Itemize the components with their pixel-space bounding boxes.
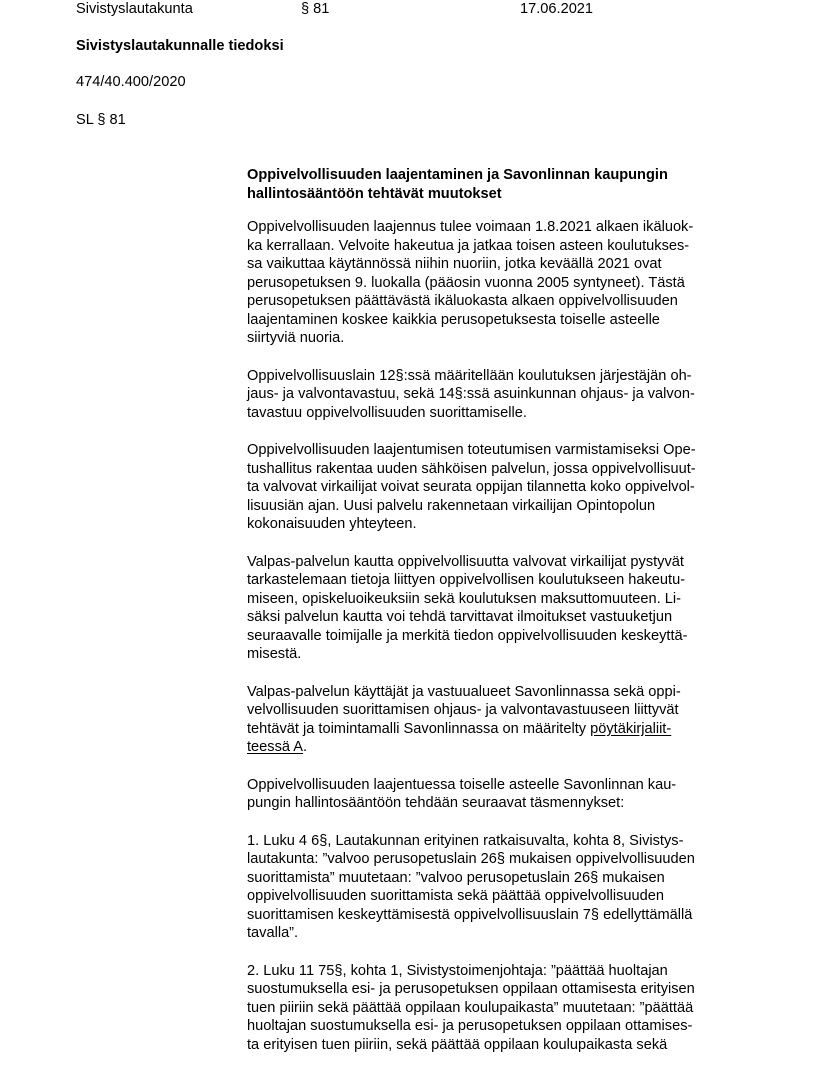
text-line: velvollisuuden suorittamisen ohjaus- ja valvontavastuuseen liittyvät bbox=[247, 702, 679, 718]
amendment-1 bbox=[247, 832, 747, 943]
amendment-2 bbox=[247, 962, 747, 1055]
text-line: perusopetuksen päättävästä ikäluokasta alkaen oppivelvollisuuden bbox=[247, 293, 678, 309]
text-line: miseen, opiskeluoikeuksiin sekä koulutuksen maksuttomuuteen. Li- bbox=[247, 590, 681, 607]
recipient-heading: Sivistyslautakunnalle tiedoksi bbox=[76, 38, 284, 54]
text-line bbox=[247, 720, 747, 739]
text-line bbox=[247, 738, 747, 757]
document-body bbox=[247, 166, 747, 1073]
title-line: hallintosääntöön tehtävät muutokset bbox=[247, 185, 502, 202]
paragraph-3 bbox=[247, 441, 747, 534]
text-line: lautakunta: ”valvoo perusopetuslain 26§ mukaisen oppivelvollisuuden bbox=[247, 851, 695, 867]
text-line: huoltajan suostumuksella esi- ja perusopetuksen oppilaan ottamises- bbox=[247, 1018, 693, 1034]
text-line: ka kerrallaan. Velvoite hakeutua ja jatkaa toisen asteen koulutukses- bbox=[247, 237, 690, 254]
section-reference: SL § 81 bbox=[76, 112, 126, 128]
appendix-a-link-continued[interactable]: teessä A bbox=[247, 739, 303, 755]
text-line: lisuusiän ajan. Uusi palvelu rakennetaan virkailijan Opintopolun bbox=[247, 497, 656, 514]
header-date: 17.06.2021 bbox=[520, 1, 594, 17]
text-line: pungin hallintosääntöön tehdään seuraavat täsmennykset: bbox=[247, 795, 625, 811]
diary-number: 474/40.400/2020 bbox=[76, 74, 186, 90]
text-line: tavalla”. bbox=[247, 925, 299, 941]
appendix-a-link[interactable]: pöytäkirjaliit- bbox=[590, 720, 672, 737]
text-line: säksi palvelun kautta voi tehdä tarvittavat ilmoitukset vastuuketjun bbox=[247, 609, 673, 625]
paragraph-2 bbox=[247, 367, 747, 423]
text-line: Oppivelvollisuuden laajentumisen toteutumisen varmistamiseksi Ope- bbox=[247, 442, 696, 458]
text-line: Valpas-palvelun käyttäjät ja vastuualueet Savonlinnassa sekä oppi- bbox=[247, 683, 681, 700]
document-title bbox=[247, 166, 747, 203]
header-section: § 81 bbox=[301, 1, 330, 17]
title-line: Oppivelvollisuuden laajentaminen ja Savonlinnan kaupungin bbox=[247, 167, 668, 183]
text-line: sa vaikuttaa käytännössä niihin nuoriin, jotka keväällä 2021 ovat bbox=[247, 256, 662, 272]
text-line: Oppivelvollisuuslain 12§:ssä määritellään koulutuksen järjestäjän oh- bbox=[247, 367, 692, 384]
text-line: laajentaminen koskee kaikkia perusopetuksesta toiselle asteelle bbox=[247, 311, 660, 328]
text-fragment: tehtävät ja toimintamalli Savonlinnassa on määritelty bbox=[247, 720, 591, 737]
text-line: ta erityisen tuen piiriin, sekä päättää oppilaan koulupaikasta sekä bbox=[247, 1036, 668, 1053]
text-line: Oppivelvollisuuden laajentuessa toiselle asteelle Savonlinnan kau- bbox=[247, 776, 677, 793]
text-line: ta valvovat virkailijat voivat seurata oppijan tilannetta koko oppivelvol- bbox=[247, 479, 695, 495]
text-line: 1. Luku 4 6§, Lautakunnan erityinen ratkaisuvalta, kohta 8, Sivistys- bbox=[247, 832, 684, 849]
text-line: tushallitus rakentaa uuden sähköisen palvelun, jossa oppivelvollisuut- bbox=[247, 460, 696, 477]
text-line: tuen piiriin sekä päättää oppilaan koulupaikasta” muutetaan: ”päättää bbox=[247, 999, 694, 1016]
text-line: Oppivelvollisuuden laajennus tulee voimaan 1.8.2021 alkaen ikäluok- bbox=[247, 219, 694, 235]
text-line: misestä. bbox=[247, 646, 302, 662]
text-line: 2. Luku 11 75§, kohta 1, Sivistystoimenjohtaja: ”päättää huoltajan bbox=[247, 962, 668, 979]
text-line: suostumuksella esi- ja perusopetuksen oppilaan ottamisesta erityisen bbox=[247, 981, 695, 997]
text-line: kokonaisuuden yhteyteen. bbox=[247, 516, 417, 532]
text-line: seuraavalle toimijalle ja merkitä tiedon oppivelvollisuuden keskeyttä- bbox=[247, 627, 688, 644]
text-line: tarkastelemaan tietoja liittyen oppivelvollisen koulutukseen hakeutu- bbox=[247, 572, 686, 588]
text-fragment: . bbox=[302, 739, 308, 755]
text-line: suorittamista” muutetaan: ”valvoo perusopetuslain 26§ mukaisen bbox=[247, 869, 665, 886]
text-line: siirtyviä nuoria. bbox=[247, 330, 345, 346]
text-line: Valpas-palvelun kautta oppivelvollisuutta valvovat virkailijat pystyvät bbox=[247, 553, 684, 570]
paragraph-6 bbox=[247, 776, 747, 813]
text-line: tavastuu oppivelvollisuuden suorittamiselle. bbox=[247, 404, 527, 421]
text-line: jaus- ja valvontavastuu, sekä 14§:ssä asuinkunnan ohjaus- ja valvon- bbox=[247, 386, 695, 402]
paragraph-5 bbox=[247, 683, 747, 757]
paragraph-4 bbox=[247, 553, 747, 664]
paragraph-1 bbox=[247, 218, 747, 348]
header-organ: Sivistyslautakunta bbox=[76, 1, 193, 17]
text-line: oppivelvollisuuden suorittamista sekä päättää oppivelvollisuuden bbox=[247, 888, 664, 904]
text-line: perusopetuksen 9. luokalla (pääosin vuonna 2005 syntyneet). Tästä bbox=[247, 274, 685, 291]
text-line: suorittamisen keskeyttämisestä oppivelvollisuuslain 7§ edellyttämällä bbox=[247, 906, 693, 923]
